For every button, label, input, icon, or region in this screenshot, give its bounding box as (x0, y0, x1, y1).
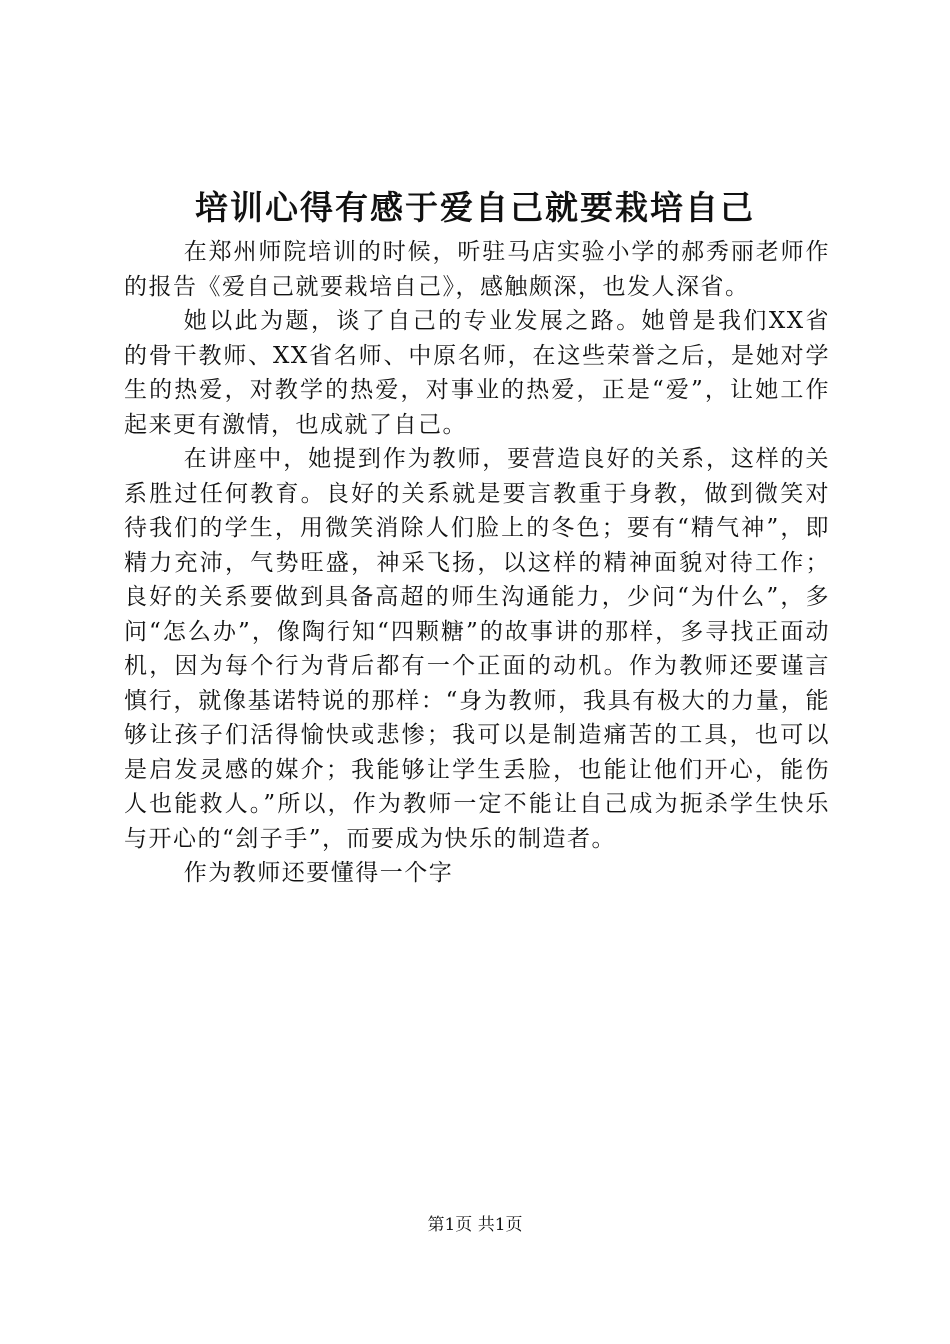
paragraph: 在郑州师院培训的时候，听驻马店实验小学的郝秀丽老师作的报告《爱自己就要栽培自己》，感触颇深，也发人深省。 (124, 239, 830, 300)
paragraph: 作为教师还要懂得一个字 (183, 860, 454, 886)
paragraph: 她以此为题，谈了自己的专业发展之路。她曾是我们XX省的骨干教师、XX省名师、中原名师，在这些荣誉之后，是她对学生的热爱，对教学的热爱，对事业的热爱，正是“爱”，让她工作起来更有激情，也成就了自己。 (124, 308, 830, 438)
document-title: 培训心得有感于爱自己就要栽培自己 (195, 188, 755, 227)
document-body (124, 235, 830, 891)
paragraph: 在讲座中，她提到作为教师，要营造良好的关系，这样的关系胜过任何教育。良好的关系就是要言教重于身教，做到微笑对待我们的学生，用微笑消除人们脸上的冬色；要有“精气神”，即精力充沛，气势旺盛，神采飞扬，以这样的精神面貌对待工作；良好的关系要做到具备高超的师生沟通能力，少问“为什么”，多问“怎么办”，像陶行知“四颗糖”的故事讲的那样，多寻找正面动机，因为每个行为背后都有一个正面的动机。作为教师还要谨言慎行，就像基诺特说的那样：“身为教师，我具有极大的力量，能够让孩子们活得愉快或悲惨；我可以是制造痛苦的工具，也可以是启发灵感的媒介；我能够让学生丢脸，也能让他们开心，能伤人也能救人。”所以，作为教师一定不能让自己成为扼杀学生快乐与开心的“刽子手”，而要成为快乐的制造者。 (124, 446, 830, 852)
page-number-footer: 第1页 共1页 (427, 1215, 523, 1235)
